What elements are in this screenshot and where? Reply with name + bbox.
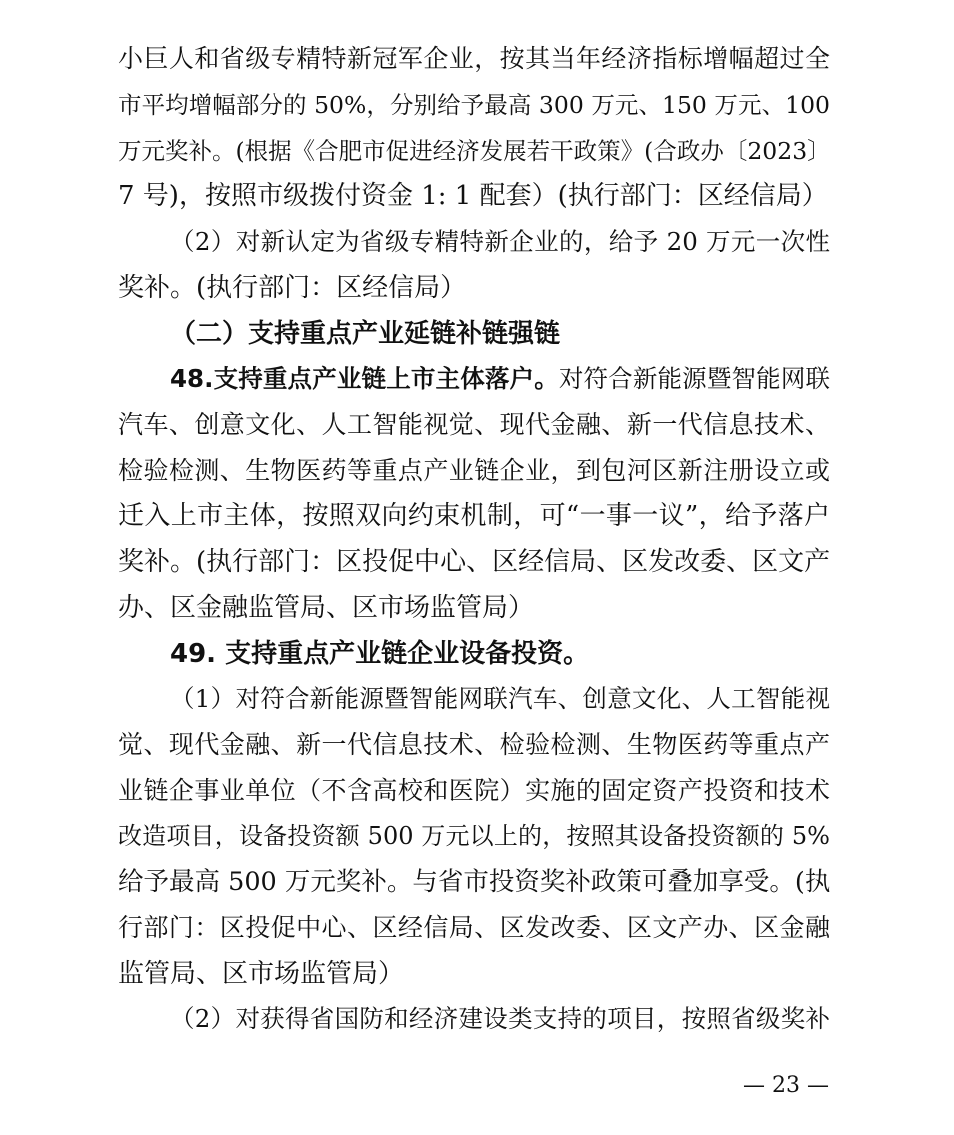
body-line-2: 市平均增幅部分的 50%，分别给予最高 300 万元、150 万元、100 bbox=[118, 91, 830, 119]
item-49-title: 49. 支持重点产业链企业设备投资。 bbox=[170, 639, 590, 669]
item-48-line-3: 检验检测、生物医药等重点产业链企业，到包河区新注册设立或 bbox=[118, 456, 830, 485]
item-48-title: 48.支持重点产业链上市主体落户。 bbox=[170, 364, 559, 393]
body-line-1: 小巨人和省级专精特新冠军企业，按其当年经济指标增幅超过全 bbox=[118, 44, 830, 73]
item-48-line-5: 奖补。(执行部门：区投促中心、区经信局、区发改委、区文产 bbox=[118, 547, 831, 577]
item-49-para1-line-2: 觉、现代金融、新一代信息技术、检验检测、生物医药等重点产 bbox=[118, 730, 830, 759]
item-49-para1-line-3: 业链企事业单位（不含高校和医院）实施的固定资产投资和技术 bbox=[118, 776, 830, 805]
body-line-6: 奖补。(执行部门：区经信局） bbox=[118, 273, 467, 303]
page-number: — 23 — bbox=[743, 1073, 829, 1098]
item-48-line-2: 汽车、创意文化、人工智能视觉、现代金融、新一代信息技术、 bbox=[118, 410, 830, 439]
item-49-para1-line-5: 给予最高 500 万元奖补。与省市投资奖补政策可叠加享受。(执 bbox=[118, 867, 831, 897]
item-48-first-line bbox=[170, 359, 830, 399]
item-49-para1-line-4: 改造项目，设备投资额 500 万元以上的，按照其设备投资额的 5% bbox=[118, 822, 830, 850]
section-heading: （二）支持重点产业延链补链强链 bbox=[170, 319, 561, 349]
item-49-para1-line-1: （1）对符合新能源暨智能网联汽车、创意文化、人工智能视 bbox=[170, 684, 830, 713]
item-48-line-6: 办、区金融监管局、区市场监管局） bbox=[118, 593, 535, 623]
item-48-line-4: 迁入上市主体，按照双向约束机制，可“一事一议”，给予落户 bbox=[118, 501, 830, 531]
body-line-5: （2）对新认定为省级专精特新企业的，给予 20 万元一次性 bbox=[170, 227, 830, 256]
item-49-para1-line-6: 行部门：区投促中心、区经信局、区发改委、区文产办、区金融 bbox=[118, 913, 830, 942]
body-line-4: 7 号)，按照市级拨付资金 1: 1 配套）(执行部门：区经信局） bbox=[118, 181, 828, 211]
item-48-first-line-text: 对符合新能源暨智能网联 bbox=[558, 364, 830, 393]
item-49-para1-line-7: 监管局、区市场监管局） bbox=[118, 959, 405, 989]
body-line-3: 万元奖补。(根据《合肥市促进经济发展若干政策》(合政办〔2023〕 bbox=[118, 137, 831, 165]
item-49-para2-line-1: （2）对获得省国防和经济建设类支持的项目，按照省级奖补 bbox=[170, 1004, 830, 1033]
